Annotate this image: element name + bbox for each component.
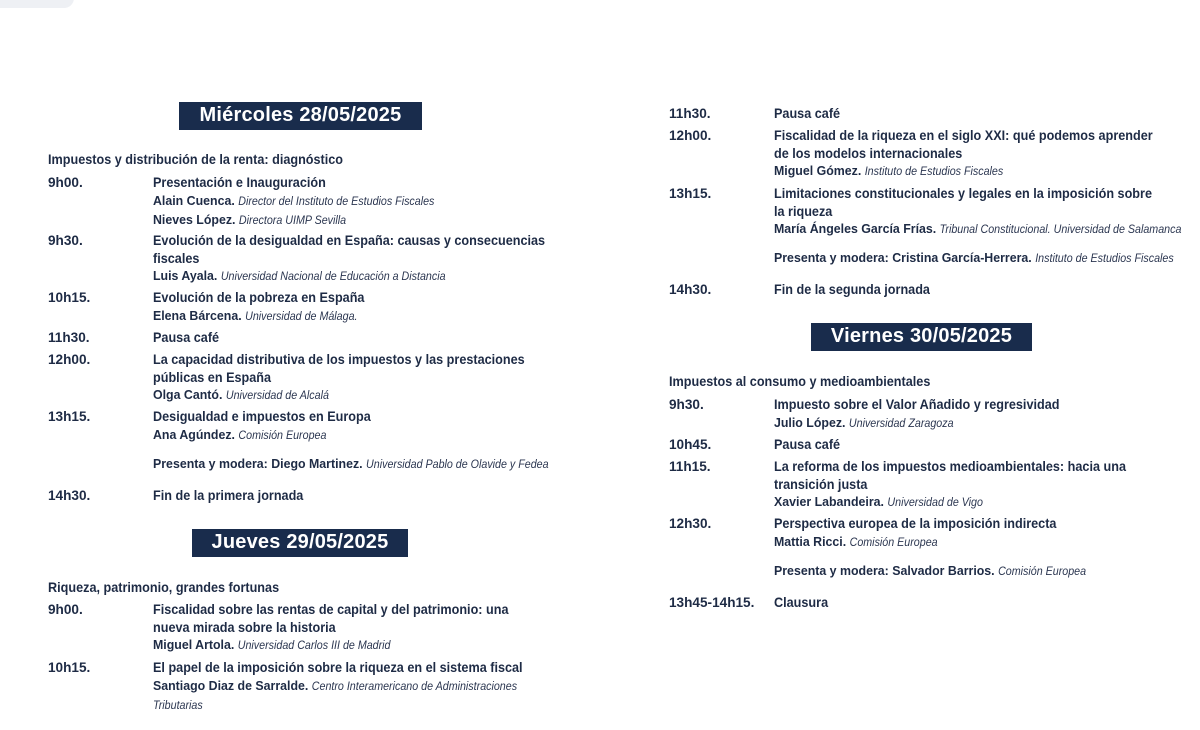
entry-time: 11h15.: [669, 459, 711, 474]
entry-title-line: públicas en España: [153, 369, 272, 385]
speaker: [153, 426, 618, 445]
speaker-affiliation: Comisión Europea: [238, 429, 327, 442]
section-title-thursday: Riqueza, patrimonio, grandes fortunas: [48, 580, 280, 595]
speaker-name: Alain Cuenca.: [153, 192, 235, 208]
section-title-wednesday: Impuestos y distribución de la renta: diagnóstico: [48, 152, 344, 167]
entry-title: Evolución de la pobreza en España: [153, 290, 365, 305]
entry-title: El papel de la imposición sobre la riqueza en el sistema fiscal: [153, 660, 523, 675]
speaker-name: Ana Agúndez.: [153, 426, 235, 442]
entry-time: 13h45-14h15.: [669, 595, 755, 610]
entry-time: 14h30.: [48, 488, 91, 503]
speaker: [774, 533, 1200, 552]
speaker-name: Nieves López.: [153, 211, 236, 227]
speaker-affiliation: Directora UIMP Sevilla: [238, 214, 347, 227]
entry-time: 12h30.: [669, 516, 712, 531]
speaker-name: Luis Ayala.: [153, 268, 218, 283]
moderator-label: Presenta y modera: Diego Martinez.: [153, 456, 363, 471]
speaker: [153, 307, 618, 326]
speaker-name: Olga Cantó.: [153, 387, 223, 402]
entry-time: 11h30.: [48, 330, 90, 345]
entry-time: 9h00.: [48, 175, 83, 190]
entry-time: 9h30.: [48, 233, 83, 248]
moderator-affiliation: Instituto de Estudios Fiscales: [1035, 253, 1174, 265]
entry-time: 13h15.: [48, 409, 91, 424]
speaker-affiliation: Universidad de Vigo: [887, 497, 983, 509]
entry-time: 11h30.: [669, 106, 711, 121]
entry-time: 12h00.: [669, 128, 712, 143]
entry-time: 13h15.: [669, 186, 712, 201]
entry-time: 9h30.: [669, 397, 704, 412]
moderator-affiliation: Comisión Europea: [998, 566, 1087, 578]
speaker: [153, 192, 618, 211]
speaker-name: María Ángeles García Frías.: [774, 221, 937, 236]
speaker-name: Santiago Diaz de Sarralde.: [153, 677, 309, 693]
speaker-name: Xavier Labandeira.: [774, 494, 884, 509]
entry-time: 10h15.: [48, 660, 91, 675]
entry-title: Perspectiva europea de la imposición indirecta: [774, 516, 1057, 531]
speaker-affiliation: Universidad Nacional de Educación a Distancia: [220, 271, 446, 283]
moderator: [774, 562, 1200, 581]
entry-time: 9h00.: [48, 602, 83, 617]
speaker-affiliation: Universidad de Málaga.: [245, 310, 358, 323]
speaker: [153, 386, 618, 405]
speaker-name: Julio López.: [774, 414, 846, 430]
speaker-name: Miguel Artola.: [153, 637, 235, 652]
speaker: [774, 493, 1200, 512]
speaker: [774, 220, 1200, 239]
entry-time: 12h00.: [48, 352, 91, 367]
speaker-affiliation: Centro Interamericano de Administraciones: [311, 680, 518, 693]
entry-title: Fin de la segunda jornada: [774, 282, 930, 297]
section-title-friday: Impuestos al consumo y medioambientales: [669, 374, 931, 389]
speaker-name: Elena Bárcena.: [153, 307, 242, 323]
speaker: [774, 162, 1200, 181]
entry-title-line: nueva mirada sobre la historia: [153, 619, 336, 635]
entry-title: Desigualdad e impuestos en Europa: [153, 409, 371, 424]
entry-title-line: Evolución de la desigualdad en España: causas y consecuencias: [153, 233, 546, 248]
entry-title: Clausura: [774, 595, 829, 610]
speaker: [153, 677, 618, 696]
moderator: [774, 249, 1200, 268]
moderator: [153, 455, 618, 474]
entry-title-line: transición justa: [774, 476, 868, 492]
entry-title-line: La reforma de los impuestos medioambientales: hacia una: [774, 459, 1126, 474]
speaker: [153, 211, 618, 230]
speaker: [153, 267, 618, 286]
moderator-affiliation: Universidad Pablo de Olavide y Fedea: [366, 459, 549, 471]
speaker-affiliation: Tributarias: [153, 699, 203, 712]
day-header-thursday: Jueves 29/05/2025: [192, 529, 408, 557]
day-header-friday: Viernes 30/05/2025: [811, 323, 1032, 351]
speaker-name: Miguel Gómez.: [774, 163, 862, 178]
speaker-affiliation: Director del Instituto de Estudios Fiscales: [238, 195, 435, 208]
entry-title: Pausa café: [774, 106, 841, 121]
speaker-affiliation: Universidad Carlos III de Madrid: [237, 640, 391, 652]
entry-title-line: La capacidad distributiva de los impuestos y las prestaciones: [153, 352, 525, 367]
entry-time: 10h15.: [48, 290, 91, 305]
speaker-name: Mattia Ricci.: [774, 533, 847, 549]
entry-title-line: la riqueza: [774, 203, 833, 219]
day-header-wednesday: Miércoles 28/05/2025: [179, 102, 422, 130]
speaker-affiliation: Universidad de Alcalá: [225, 390, 329, 402]
entry-title: Fin de la primera jornada: [153, 488, 304, 503]
entry-title: Presentación e Inauguración: [153, 175, 326, 190]
speaker-affiliation: Instituto de Estudios Fiscales: [864, 166, 1004, 178]
entry-title-line: de los modelos internacionales: [774, 145, 963, 161]
speaker: [153, 636, 618, 655]
entry-title: Pausa café: [774, 437, 841, 452]
entry-time: 14h30.: [669, 282, 712, 297]
speaker-affiliation: Tribunal Constitucional. Universidad de Salamanca: [939, 224, 1182, 236]
moderator-label: Presenta y modera: Salvador Barrios.: [774, 563, 995, 578]
entry-title: Pausa café: [153, 330, 220, 345]
speaker-affiliation: Universidad Zaragoza: [848, 417, 954, 430]
moderator-label: Presenta y modera: Cristina García-Herrera.: [774, 250, 1032, 265]
speaker-affiliation: Comisión Europea: [849, 536, 938, 549]
entry-title: Impuesto sobre el Valor Añadido y regresividad: [774, 397, 1060, 412]
corner-tab: [0, 0, 74, 8]
entry-title-line: Limitaciones constitucionales y legales en la imposición sobre: [774, 186, 1152, 201]
entry-title-line: fiscales: [153, 250, 200, 266]
speaker: [774, 414, 1200, 433]
entry-title-line: Fiscalidad sobre las rentas de capital y del patrimonio: una: [153, 602, 509, 617]
speaker-affiliation-continued: [153, 696, 618, 715]
entry-title-line: Fiscalidad de la riqueza en el siglo XXI: qué podemos aprender: [774, 128, 1153, 143]
entry-time: 10h45.: [669, 437, 712, 452]
